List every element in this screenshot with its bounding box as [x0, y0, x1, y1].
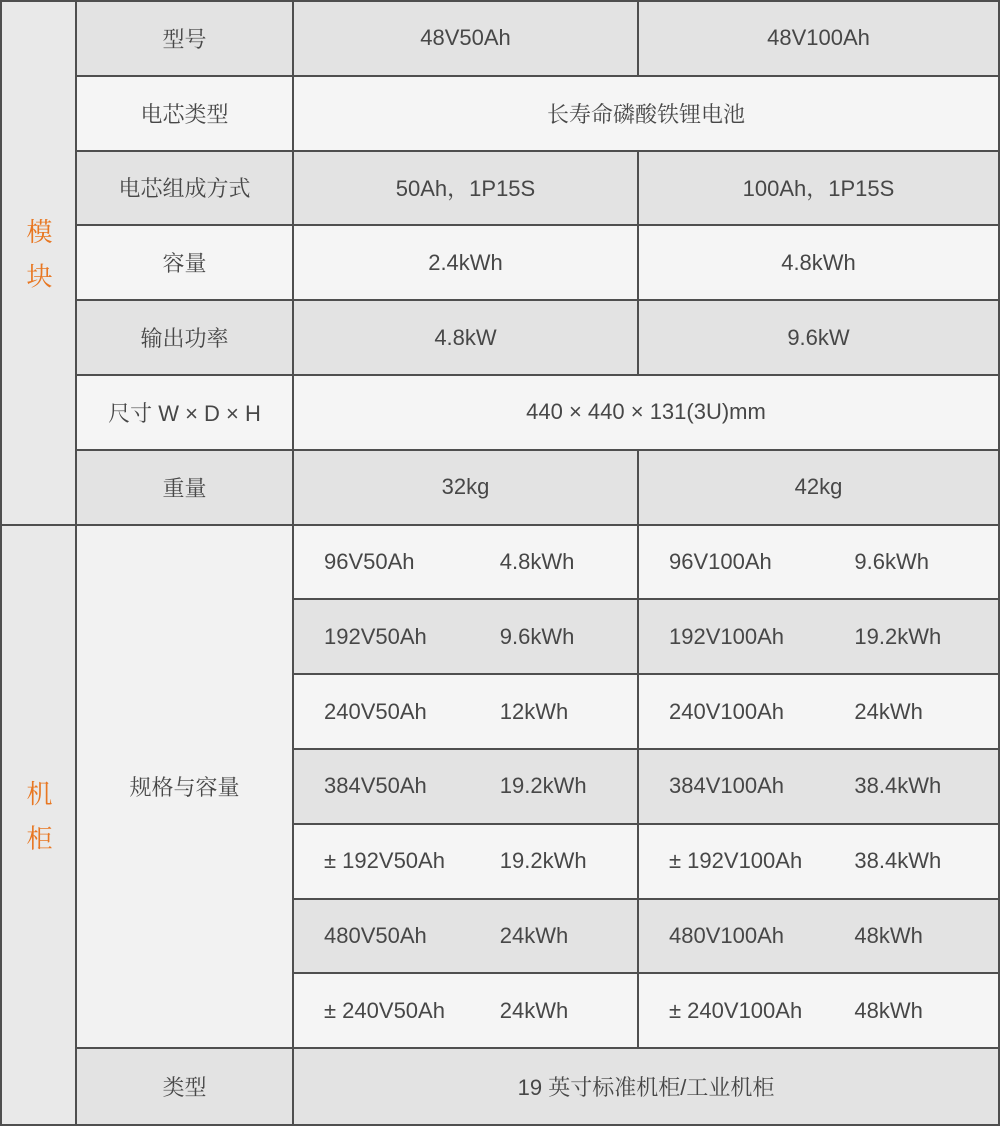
cabinet-type-value: 19 英寸标准机柜/工业机柜 [294, 1049, 998, 1124]
spec-model: 96V100Ah [669, 548, 772, 574]
spec-capacity: 38.4kWh [854, 848, 942, 874]
cell-config-100ah: 100Ah，1P15S [639, 152, 998, 227]
spec-row-cell [294, 600, 639, 675]
section-label-module: 模块 [2, 2, 77, 526]
spec-row-cell [639, 900, 998, 975]
spec-row-cell [294, 825, 639, 900]
spec-model: 192V100Ah [669, 623, 784, 649]
spec-row-cell [639, 825, 998, 900]
spec-capacity: 38.4kWh [854, 773, 942, 799]
row-label-weight: 重量 [77, 451, 294, 526]
spec-model: 384V100Ah [669, 773, 784, 799]
dimensions-value: 440 × 440 × 131(3U)mm [294, 376, 998, 451]
spec-capacity: 24kWh [499, 922, 569, 948]
spec-model: 240V50Ah [324, 698, 427, 724]
spec-capacity: 19.2kWh [499, 848, 587, 874]
spec-capacity: 48kWh [854, 922, 923, 948]
row-label-cell-config: 电芯组成方式 [77, 152, 294, 227]
row-label-cell-type: 电芯类型 [77, 77, 294, 152]
spec-capacity: 4.8kWh [499, 548, 575, 574]
weight-1: 32kg [294, 451, 639, 526]
row-label-spec-capacity: 规格与容量 [77, 526, 294, 1050]
row-label-dimensions: 尺寸 W × D × H [77, 376, 294, 451]
spec-capacity: 9.6kWh [854, 548, 929, 574]
spec-model: ± 240V50Ah [324, 997, 445, 1023]
spec-model: 96V50Ah [324, 548, 415, 574]
output-power-1: 4.8kW [294, 301, 639, 376]
spec-model: 480V50Ah [324, 922, 427, 948]
section-label-cabinet: 机柜 [2, 526, 77, 1124]
spec-capacity: 24kWh [854, 698, 923, 724]
output-power-2: 9.6kW [639, 301, 998, 376]
spec-capacity: 9.6kWh [499, 623, 575, 649]
spec-model: ± 192V100Ah [669, 848, 803, 874]
spec-capacity: 12kWh [499, 698, 569, 724]
capacity-module-2: 4.8kWh [639, 226, 998, 301]
spec-row-cell [294, 750, 639, 825]
row-label-model: 型号 [77, 2, 294, 77]
spec-row-cell [294, 900, 639, 975]
weight-2: 42kg [639, 451, 998, 526]
spec-capacity: 19.2kWh [499, 773, 587, 799]
spec-capacity: 48kWh [854, 997, 923, 1023]
spec-model: ± 240V100Ah [669, 997, 803, 1023]
spec-row-cell [294, 526, 639, 601]
row-label-type: 类型 [77, 1049, 294, 1124]
spec-model: 240V100Ah [669, 698, 784, 724]
spec-model: 192V50Ah [324, 623, 427, 649]
spec-capacity: 24kWh [499, 997, 569, 1023]
spec-row-cell [639, 974, 998, 1049]
spec-row-cell [639, 675, 998, 750]
spec-row-cell [639, 750, 998, 825]
row-label-capacity: 容量 [77, 226, 294, 301]
spec-row-cell [294, 974, 639, 1049]
capacity-module-1: 2.4kWh [294, 226, 639, 301]
spec-row-cell [639, 600, 998, 675]
spec-row-cell [639, 526, 998, 601]
spec-capacity: 19.2kWh [854, 623, 942, 649]
cell-type-value: 长寿命磷酸铁锂电池 [294, 77, 998, 152]
spec-row-cell [294, 675, 639, 750]
model-48v50ah: 48V50Ah [294, 2, 639, 77]
spec-model: 384V50Ah [324, 773, 427, 799]
model-48v100ah: 48V100Ah [639, 2, 998, 77]
cell-config-50ah: 50Ah，1P15S [294, 152, 639, 227]
row-label-output-power: 输出功率 [77, 301, 294, 376]
spec-model: ± 192V50Ah [324, 848, 445, 874]
spec-model: 480V100Ah [669, 922, 784, 948]
